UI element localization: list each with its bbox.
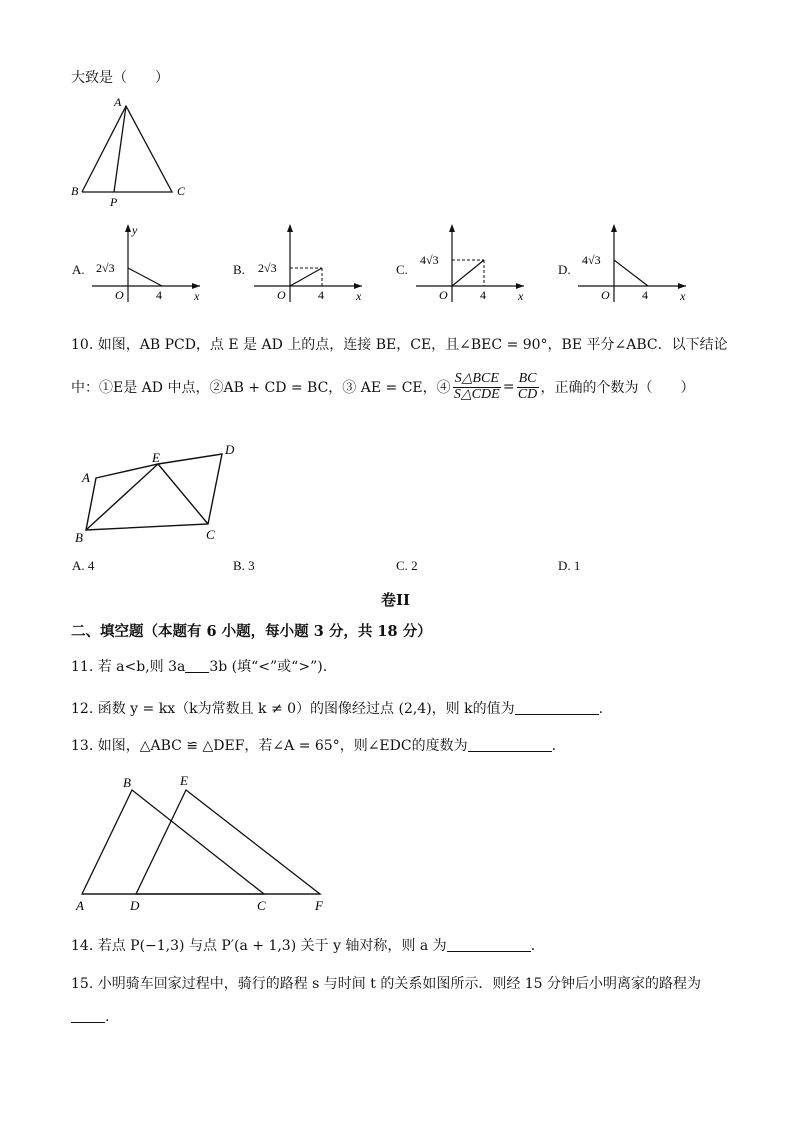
q10-frac-right-num: BC — [518, 371, 537, 386]
q12-post: . — [598, 701, 604, 717]
q9-triangle-figure — [68, 94, 198, 210]
q9-b-value: 2√3 — [258, 261, 277, 275]
q9-d-value: 4√3 — [582, 253, 601, 267]
q13-label-f: F — [315, 898, 323, 913]
q10-figure — [70, 432, 250, 544]
section-heading: 二、填空题（本题有 6 小题，每小题 3 分，共 18 分） — [71, 623, 432, 640]
q13-answer-blank[interactable] — [468, 737, 552, 752]
q13 — [71, 735, 556, 755]
q10-label-a: A — [82, 470, 90, 485]
q9-d-xtick: 4 — [642, 288, 648, 302]
q10-option-a[interactable]: A. 4 — [72, 558, 95, 573]
q9-option-c-letter[interactable]: C. — [396, 262, 408, 277]
q10-label-c: C — [206, 527, 215, 542]
q10-frac-left-num: S△BCE — [454, 371, 499, 386]
q14-pre: 14. 若点 P(−1,3) 与点 P′(a + 1,3) 关于 y 轴对称，则 a 为 — [71, 938, 447, 954]
q10-option-c[interactable]: C. 2 — [396, 558, 418, 573]
q15-line2 — [71, 1008, 109, 1025]
q10-eq: = — [502, 379, 515, 396]
q13-label-d: D — [130, 898, 140, 913]
q9-c-xtick: 4 — [480, 288, 486, 302]
q9-b-origin: O — [277, 288, 286, 302]
q9-option-a-letter[interactable]: A. — [72, 262, 85, 277]
q13-label-a: A — [76, 898, 84, 913]
q15-post: . — [105, 1009, 110, 1025]
q9-label-p: P — [110, 195, 118, 209]
q10-fraction-left — [453, 372, 501, 402]
q13-pre: 13. 如图，△ABC ≌ △DEF，若∠A = 65°，则∠EDC的度数为 — [71, 738, 468, 754]
q13-figure — [70, 772, 340, 914]
q9-a-xaxis: x — [194, 289, 200, 303]
q10-line1: 10. 如图，AB PCD，点 E 是 AD 上的点，连接 BE，CE，且∠BEC = 90°，BE 平分∠ABC．以下结论 — [71, 337, 728, 353]
q9-c-value: 4√3 — [420, 253, 439, 267]
q9-d-xaxis: x — [680, 289, 686, 303]
q10-line2-post: ，正确的个数为（ ） — [540, 380, 695, 397]
q15-line1: 15. 小明骑车回家过程中，骑行的路程 s 与时间 t 的关系如图所示．则经 15 分钟后小明离家的路程为 — [71, 976, 702, 992]
q9-a-value: 2√3 — [96, 261, 115, 275]
q12-pre: 12. 函数 y = kx（k为常数且 k ≠ 0）的图像经过点 (2,4)，则 k的值为 — [71, 701, 515, 717]
q11-pre: 11. 若 a<b,则 3a — [71, 659, 186, 675]
q9-c-origin: O — [439, 288, 448, 302]
q9-tail-text: 大致是（ ） — [71, 70, 169, 86]
q10-option-b[interactable]: B. 3 — [233, 558, 255, 573]
q14 — [71, 935, 535, 955]
q9-a-origin: O — [115, 288, 124, 302]
volume-title: 卷II — [381, 591, 411, 609]
q13-label-c: C — [257, 898, 266, 913]
q10-label-e: E — [152, 450, 160, 465]
q9-option-b-letter[interactable]: B. — [233, 262, 245, 277]
q10-frac-left-den: S△CDE — [453, 386, 500, 402]
q10-label-d: D — [225, 442, 235, 457]
q9-label-a: A — [114, 95, 122, 109]
q11 — [71, 656, 327, 676]
q9-option-d-graph[interactable] — [574, 222, 692, 304]
q10-line2-pre: 中：①E是 AD 中点，②AB + CD = BC，③ AE = CE，④ — [71, 380, 451, 397]
q9-option-d-letter[interactable]: D. — [558, 262, 571, 277]
q9-b-xaxis: x — [356, 289, 362, 303]
q14-post: . — [530, 938, 536, 954]
q13-label-e: E — [180, 773, 188, 788]
q12-answer-blank[interactable] — [515, 700, 599, 715]
q9-label-b: B — [71, 184, 79, 198]
q11-post: 3b (填“<”或“>”). — [209, 659, 328, 675]
q9-option-c-graph[interactable] — [412, 222, 530, 304]
q10-fraction-right — [517, 372, 539, 402]
q10-frac-right-den: CD — [517, 386, 538, 402]
q9-b-xtick: 4 — [318, 288, 324, 302]
q9-a-yaxis: y — [132, 223, 138, 237]
q9-option-b-graph[interactable] — [250, 222, 368, 304]
q9-label-c: C — [177, 184, 186, 198]
q15-answer-blank[interactable] — [71, 1008, 105, 1023]
q13-label-b: B — [123, 775, 131, 790]
q9-a-xtick: 4 — [156, 288, 162, 302]
q9-d-origin: O — [601, 288, 610, 302]
q10-label-b: B — [75, 530, 83, 544]
q9-option-a-graph[interactable] — [88, 222, 206, 304]
q12 — [71, 698, 603, 718]
q11-answer-blank[interactable] — [185, 658, 209, 673]
q9-c-xaxis: x — [518, 289, 524, 303]
q13-post: . — [551, 738, 557, 754]
q10-option-d[interactable]: D. 1 — [558, 558, 581, 573]
q10-line2 — [71, 372, 695, 402]
q14-answer-blank[interactable] — [447, 937, 531, 952]
